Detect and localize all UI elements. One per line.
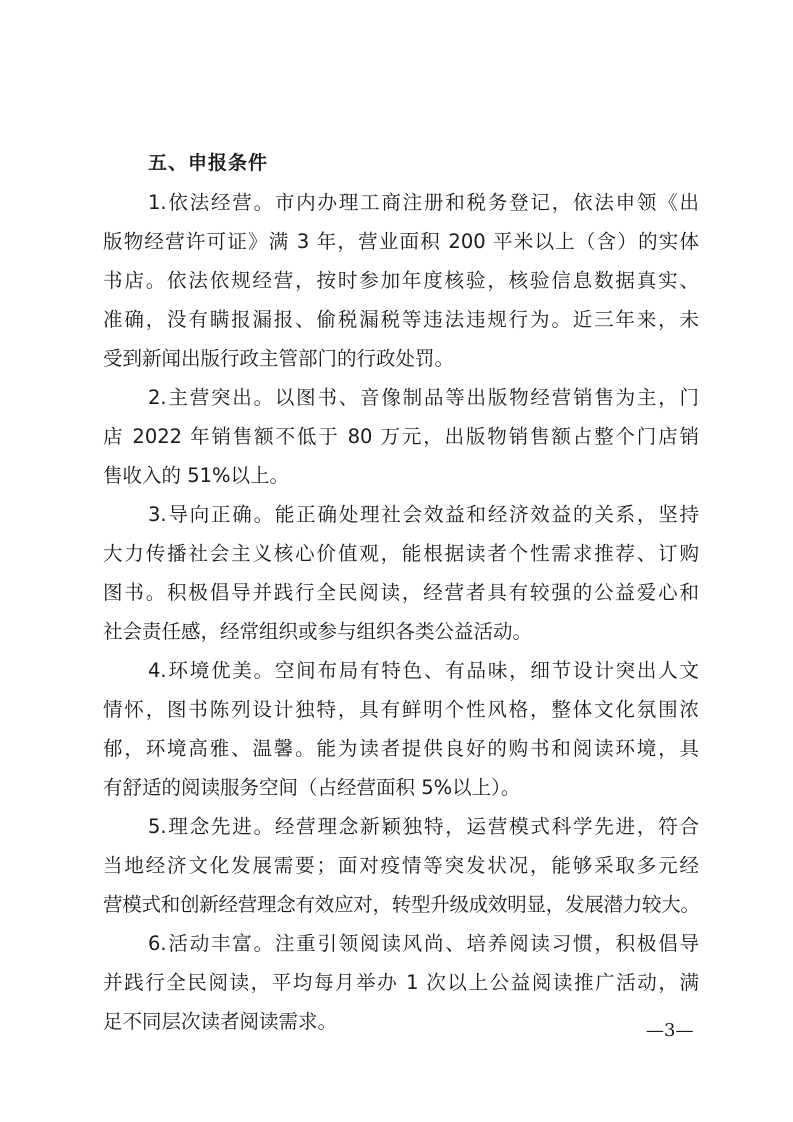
paragraph-line: 情怀，图书陈列设计独特，具有鲜明个性风格，整体文化氛围浓 <box>103 698 699 721</box>
page-number: —3— <box>646 1020 694 1041</box>
paragraph-line: 5.理念先进。经营理念新颖独特，运营模式科学先进，符合 <box>148 815 699 838</box>
paragraph-line: 有舒适的阅读服务空间（占经营面积 5%以上）。 <box>103 776 521 799</box>
paragraph-line: 版物经营许可证》满 3 年，营业面积 200 平米以上（含）的实体 <box>103 230 699 253</box>
paragraph-line: 当地经济文化发展需要；面对疫情等突发状况，能够采取多元经 <box>103 854 699 877</box>
paragraph-line: 1.依法经营。市内办理工商注册和税务登记，依法申领《出 <box>148 191 699 214</box>
paragraph-line: 营模式和创新经营理念有效应对，转型升级成效明显，发展潜力较大。 <box>103 893 699 916</box>
paragraph-line: 并践行全民阅读，平均每月举办 1 次以上公益阅读推广活动，满 <box>103 971 699 994</box>
paragraph-line: 社会责任感，经常组织或参与组织各类公益活动。 <box>103 620 533 643</box>
paragraph-line: 店 2022 年销售额不低于 80 万元，出版物销售额占整个门店销 <box>103 425 699 448</box>
paragraph-line: 足不同层次读者阅读需求。 <box>103 1010 338 1033</box>
paragraph-line: 4.环境优美。空间布局有特色、有品味，细节设计突出人文 <box>148 659 699 682</box>
paragraph-line: 大力传播社会主义核心价值观，能根据读者个性需求推荐、订购 <box>103 542 699 565</box>
paragraph-line: 郁，环境高雅、温馨。能为读者提供良好的购书和阅读环境，具 <box>103 737 699 760</box>
paragraph-line: 6.活动丰富。注重引领阅读风尚、培养阅读习惯，积极倡导 <box>148 932 699 955</box>
section-heading: 五、申报条件 <box>148 152 269 174</box>
paragraph-line: 书店。依法依规经营，按时参加年度核验，核验信息数据真实、 <box>103 269 699 292</box>
paragraph-line: 准确，没有瞒报漏报、偷税漏税等违法违规行为。近三年来，未 <box>103 308 699 331</box>
paragraph-line: 2.主营突出。以图书、音像制品等出版物经营销售为主，门 <box>148 386 699 409</box>
paragraph-line: 图书。积极倡导并践行全民阅读，经营者具有较强的公益爱心和 <box>103 581 699 604</box>
paragraph-line: 受到新闻出版行政主管部门的行政处罚。 <box>103 347 455 370</box>
paragraph-line: 售收入的 51%以上。 <box>103 464 290 487</box>
paragraph-line: 3.导向正确。能正确处理社会效益和经济效益的关系，坚持 <box>148 503 699 526</box>
